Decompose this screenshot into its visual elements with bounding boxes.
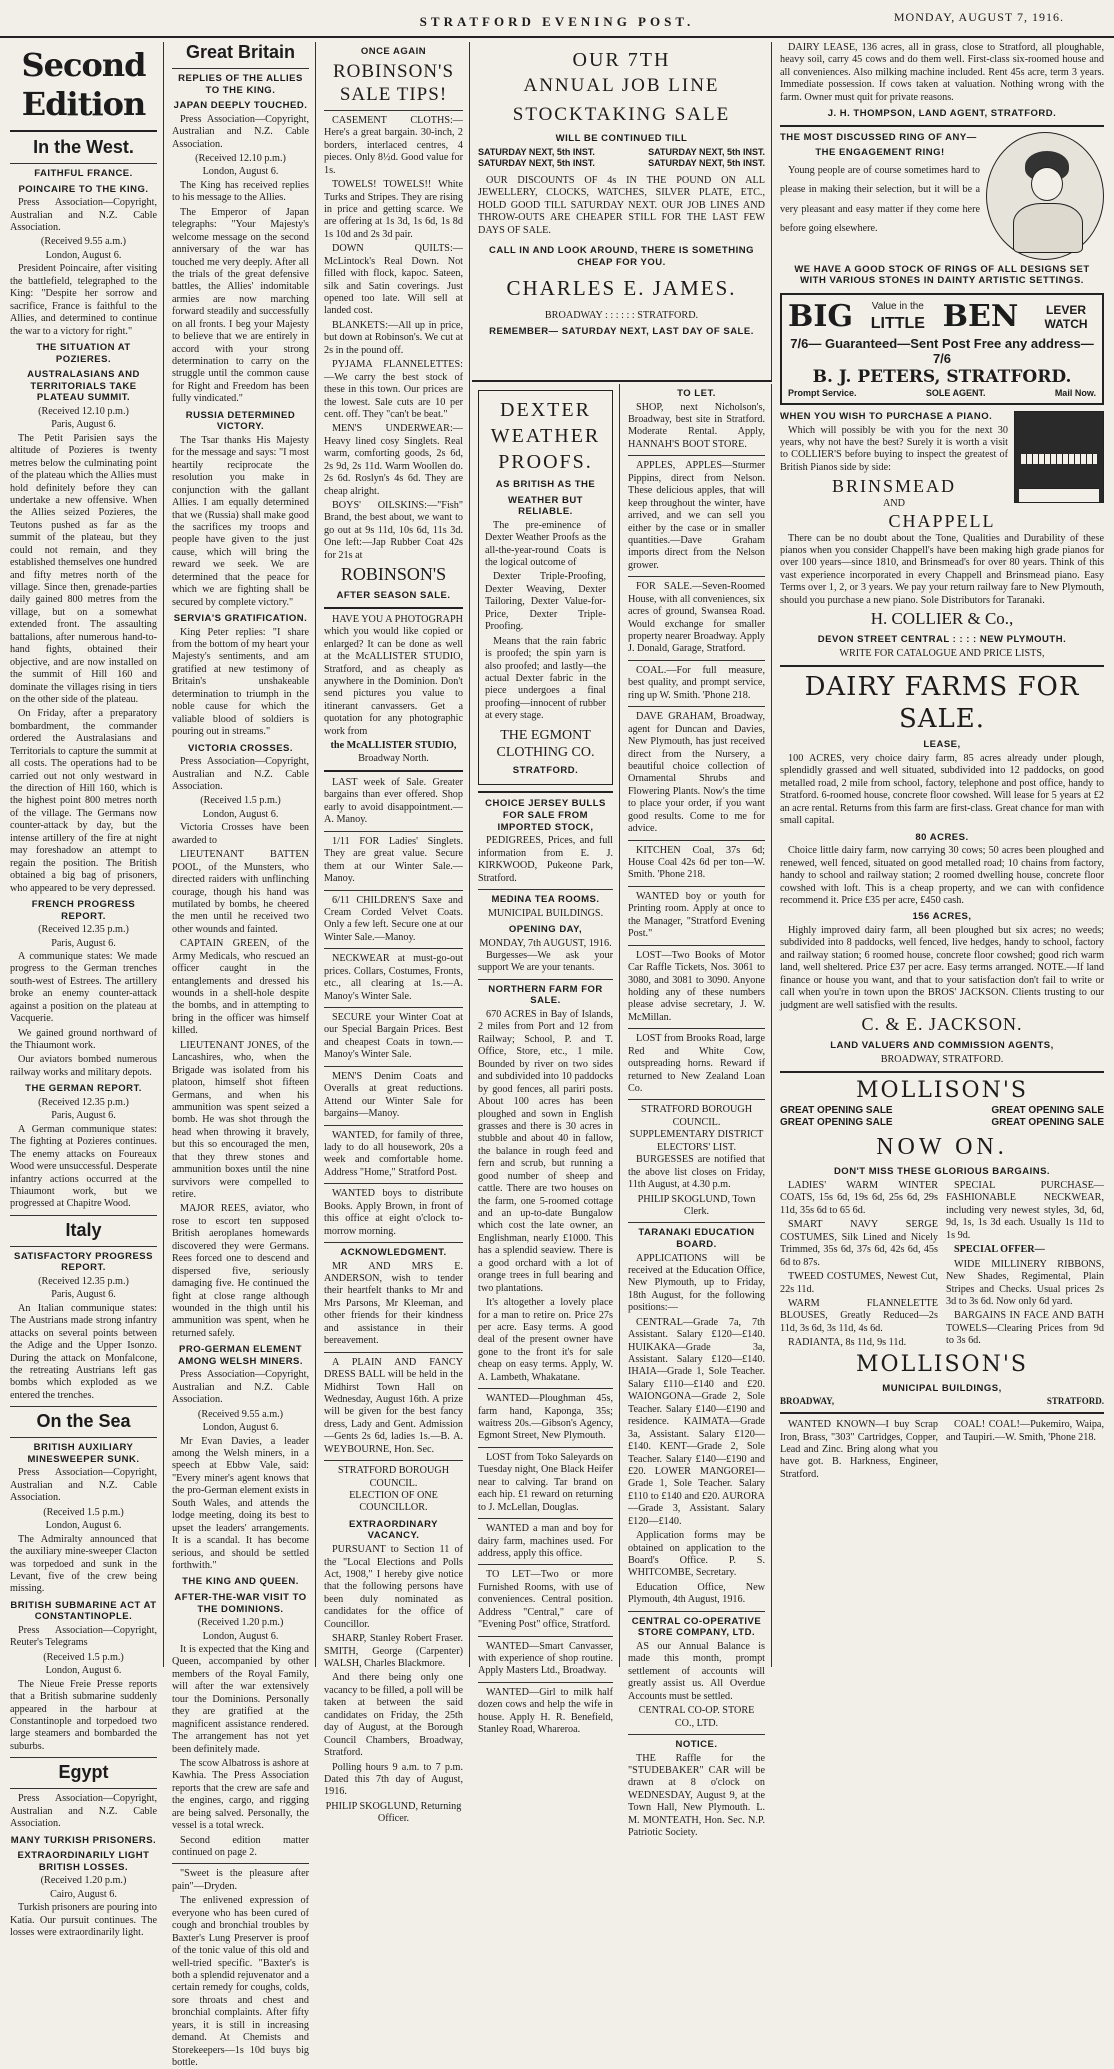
- advertiser-name: H. COLLIER & Co.,: [870, 609, 1014, 629]
- article-text: A German communique states: The fighting at Pozieres continues. The enemy attacks on Foureaux Wood were unsuccessful. Desperate infantry actions occurred at the Thiaumont work, but we progressed at Chapitre Wood.: [10, 1123, 157, 1210]
- dateline: Paris, August 6.: [51, 419, 116, 431]
- column-display-ads: [774, 42, 1110, 1667]
- article-heading: FAITHFUL FRANCE.: [34, 168, 133, 180]
- dateline: London, August 6.: [202, 808, 279, 820]
- ad-text: WANTED boys to distribute Books. Apply Brown, in front of this office at eight o'clock to-morrow morning.: [324, 1188, 463, 1237]
- ad-text: MEN'S UNDERWEAR:—Heavy lined cosy Singlets. Real warm, comforting goods, 2s 6d, 2s 9d, 2s 11d. Warm Woollen do. 2s 6d. Roslyn's 4s 6d. They are cheap alright.: [324, 423, 463, 497]
- section-heading-egypt: Egypt: [58, 1762, 109, 1783]
- ad-signature: PHILIP SKOGLUND, Town Clerk.: [637, 1193, 756, 1217]
- ad-text: CASEMENT CLOTHS:—Here's a great bargain. 30-inch, 2 borders, interlaced centres, 4 pieces. Only 8½d. Good value for 1s.: [324, 114, 463, 176]
- ad-text: DAVE GRAHAM, Broadway, agent for Duncan and Davies, New Plymouth, has just received direct from the Nursery, a beautiful choice collection of Ornamental Shrubs and Flowering Plants. Now's the time to place your order, if you want good results. Come to me for advice.: [628, 711, 765, 835]
- article-subheading: JAPAN DEEPLY TOUCHED.: [173, 100, 308, 112]
- article-heading: SERVIA'S GRATIFICATION.: [173, 613, 308, 625]
- article-heading: SATISFACTORY PROGRESS REPORT.: [14, 1250, 153, 1274]
- notice-subheading: ELECTION OF ONE COUNCILLOR.: [349, 1490, 438, 1514]
- ad-text: Dexter Triple-Proofing, Dexter Weaving, Dexter Tailoring, Dexter Value-for-Price, Dexter Triple-Proofing.: [485, 571, 606, 633]
- ad-text: APPLICATIONS will be received at the Education Office, New Plymouth, up to Friday, 18th August, for the following positions:—: [628, 1252, 765, 1314]
- ad-text: MEN'S Denim Coats and Overalls at great reductions. Attend our Winter Sale for bargains—Manoy.: [324, 1070, 463, 1120]
- ad-text: MR AND MRS E. ANDERSON, wish to tender their heartfelt thanks to Mr and Mrs Parsons, Mr Kleeman, and other friends for their kindness and assistance in their bereavement.: [324, 1260, 463, 1347]
- advertiser-address: DEVON STREET CENTRAL : : : : NEW PLYMOUTH.: [817, 633, 1067, 645]
- ad-text: Highly improved dairy farm, all been ploughed but six acres; no weeds; subdivided into 8 paddocks, well fenced, live hedges, handy to school, factory and railway station; 6 roomed house, concrete floor cowshed; good rich warm land, well sheltered. Price £37 per acre. Easy terms arranged. NOTE.—If land finance or house you want, and that to your satisfaction don't fail to write or call when you're in town upon the BROS' JACKSON. Clients trusting to our judgment are well satisfied with the results.: [780, 924, 1104, 1011]
- now-on-heading: NOW ON.: [876, 1134, 1008, 1161]
- article-subheading: AFTER-THE-WAR VISIT TO THE DOMINIONS.: [174, 1591, 307, 1615]
- ad-text: Application forms may be obtained on application to the Board's Office. P. S. WHITCOMBE, Secretary.: [628, 1530, 765, 1579]
- ad-text: BURGESSES are notified that the above list closes on Friday, 11th August, at 4.30 p.m.: [628, 1154, 765, 1191]
- dairy-farms-heading: DAIRY FARMS FOR SALE.: [804, 671, 1080, 734]
- big-ben-price: 7/6— Guaranteed—Sent Post Free any address—7/6: [790, 335, 1094, 367]
- ad-text: LOST from Toko Saleyards on Tuesday night, One Black Heifer near to calving. Tar brand on each hip. £1 reward on returning to J. McLellan, Douglas.: [478, 1451, 613, 1513]
- big-ben-value-label: Value in the: [871, 301, 924, 313]
- ad-text: PEDIGREES, Prices, and full information from E. J. KIRKWOOD, Pukeone Park, Stratford.: [478, 835, 613, 884]
- dateline: (Received 1.5 p.m.): [200, 795, 281, 807]
- dateline: London, August 6.: [202, 166, 279, 178]
- article-text: Press Association—Copyright, Australian and N.Z. Cable Association.: [10, 1793, 157, 1830]
- ad-text: SECURE your Winter Coat at our Special Bargain Prices. Best and cheapest Coats in town.—Manoy's Winter Sale.: [324, 1012, 463, 1061]
- advertiser-address: BROADWAY : : : : : : STRATFORD.: [544, 309, 699, 321]
- dateline: London, August 6.: [202, 1630, 279, 1642]
- notice-heading: NOTICE.: [675, 1739, 718, 1751]
- big-ben-watch-ad: [780, 293, 1104, 405]
- article-heading: BRITISH SUBMARINE ACT AT CONSTANTINOPLE.: [10, 1599, 157, 1623]
- section-heading-west: In the West.: [33, 137, 134, 158]
- ad-text: BOYS' OILSKINS:—"Fish" Brand, the best about, we want to go out at 9s 11d, 10s 6d, 11s 3d. One left:—Jap Rubber Coat 42s for 21s at: [324, 500, 463, 561]
- sale-date: SATURDAY NEXT, 5th INST.: [648, 157, 765, 168]
- article-heading: MANY TURKISH PRISONERS.: [10, 1834, 157, 1846]
- dexter-heading: DEXTER WEATHER PROOFS.: [490, 399, 601, 473]
- ad-text: PURSUANT to Section 11 of the "Local Elections and Polls Act, 1908," I hereby give notice that the following persons have been duly nominated as candidates for the office of Councillor.: [324, 1544, 463, 1630]
- ad-text: Means that the rain fabric is proofed; the spin yarn is also proofed; and lastly—the actual Dexter fabric in the piece undergoes a final proofing—innocent of rubber at every stage.: [485, 635, 606, 722]
- ad-text: SMART NAVY SERGE COSTUMES, Silk Lined and Nicely Trimmed, 35s 6d, 37s 6d, 42s 6d, 45s 6d to 87s.: [780, 1219, 938, 1268]
- article-text: The King has received replies to his message to the Allies.: [172, 179, 309, 204]
- ad-text: SPECIAL OFFER—: [954, 1244, 1045, 1256]
- dateline: (Received 9.55 a.m.): [40, 236, 127, 248]
- article-text: The Admiralty announced that the auxiliary mine-sweeper Clacton was torpedoed and sunk in the Levant, five of the crew being missing.: [10, 1533, 157, 1595]
- notice-heading: TARANAKI EDUCATION BOARD.: [638, 1227, 755, 1250]
- article-text: The Nieue Freie Presse reports that a British submarine suddenly appeared in the harbour at Constantinople and torpedoed two large steamers and bombarded the suburbs.: [10, 1678, 157, 1752]
- dateline: (Received 12.35 p.m.): [38, 1096, 129, 1108]
- brand-name: CHAPPELL: [888, 510, 996, 531]
- ad-text: LOST from Brooks Road, large Red and White Cow, outspreading horns. Reward if returned to New Zealand Loan Co.: [628, 1033, 765, 1095]
- advertiser-address: MUNICIPAL BUILDINGS,: [882, 1382, 1002, 1394]
- ad-text: LOST—Two Books of Motor Car Raffle Tickets, Nos. 3061 to 3080, and 3081 to 3090. Anyone holding any of these numbers please advise secretary, J. W. McMillan.: [628, 949, 765, 1023]
- article-heading: VICTORIA CROSSES.: [187, 742, 294, 754]
- ad-heading: TO LET.: [677, 388, 716, 399]
- ad-text: BLANKETS:—All up in price, but down at Robinson's. We cut at 2s in the pound off.: [324, 319, 463, 356]
- piano-illustration: [1014, 411, 1104, 503]
- advertiser-name: J. H. THOMPSON, LAND AGENT, STRATFORD.: [827, 108, 1057, 120]
- article-text: Press Association—Copyright, Australian and N.Z. Cable Association.: [172, 1369, 309, 1406]
- ad-text: BARGAINS IN FACE AND BATH TOWELS—Clearing Prices from 9d to 3s 6d.: [946, 1310, 1104, 1347]
- brand-name: BRINSMEAD: [831, 476, 956, 497]
- ad-text: WANTED—Girl to milk half dozen cows and help the wife in house. Apply H. R. Benefield, Stanley Road, Whareroa.: [478, 1686, 613, 1736]
- ad-text: WANTED—Smart Canvasser, with experience of shop routine. Apply Masters Ltd., Broadway.: [478, 1640, 613, 1677]
- masthead: [0, 0, 1114, 38]
- advertiser-name: B. J. PETERS, STRATFORD.: [812, 367, 1072, 388]
- sale-dates: [478, 147, 765, 158]
- mollison-heading: MOLLISON'S: [856, 1078, 1028, 1103]
- ad-text: HAVE YOU A PHOTOGRAPH which you would like copied or enlarged? It can be done as well at the McALLISTER STUDIO, Stratford, and as cheaply as anywhere in the Dominion. Don't send pictures you value to itinerant canvassers. Get a quotation for any photographic work from: [324, 613, 463, 737]
- big-ben-big: BIG: [788, 298, 854, 334]
- article-text: Mr Evan Davies, a leader among the Welsh miners, in a speech at Ebbw Vale, said: "Every miner's agent knows that the pro-German element exists in South Wales, and attends the lodge meeting, doing its best to upset the leaders' arrangements. It is a scandal. It has become serious, and should be settled forthwith.": [172, 1435, 309, 1571]
- sale-date: SATURDAY NEXT, 5th INST.: [648, 146, 765, 157]
- opening-sale-label: GREAT OPENING SALE: [780, 1117, 893, 1129]
- article-text: It is expected that the King and Queen, accompanied by other members of the Royal Family, will after the war extensively tour the Dominions. Personally they are gratified at the magnificent assistance rendered. The arrangement has not yet been definitely made.: [172, 1644, 309, 1755]
- article-text: King Peter replies: "I share from the bottom of my heart your Majesty's sentiments, and am gratified at new testimony of Britain's unshakeable determination to triumph in the noble cause for which the valiable blood of soldiers is pouring out in streams.": [172, 626, 309, 738]
- ad-text: RADIANTA, 8s 11d, 9s 11d.: [788, 1337, 907, 1349]
- article-text: CAPTAIN GREEN, of the Army Medicals, who rescued an officer caught in the entanglements and dressed his wounds in a shell-hole despite the bombs, and in attempting to bring in the officer was himself killed.: [172, 938, 309, 1037]
- ad-signature: CENTRAL CO-OP. STORE CO., LTD.: [638, 1705, 755, 1729]
- dateline: London, August 6.: [45, 1520, 122, 1532]
- article-text: MAJOR REES, aviator, who rose to escort ten supposed British aeroplanes homewards discovered they were Germans. Rees forced one to descend and dispersed five, seriously damaging five. He continued the fight at close range although wounded in the thigh until his ammunition was spent, when he returned safely.: [172, 1203, 309, 1339]
- ad-callout: DON'T MISS THESE GLORIOUS BARGAINS.: [833, 1166, 1051, 1178]
- article-text: "Sweet is the pleasure after pain"—Dryden.: [172, 1868, 309, 1892]
- dateline: (Received 12.35 p.m.): [38, 1275, 129, 1287]
- advertiser-name: CHARLES E. JAMES.: [506, 276, 737, 301]
- ad-subheading: OPENING DAY,: [508, 923, 583, 935]
- ad-heading: THE MOST DISCUSSED RING OF ANY—: [780, 131, 977, 143]
- ad-text: SHARP, Stanley Robert Fraser. SMITH, George (Carpenter) WALSH, Charles Blackmore.: [324, 1633, 463, 1669]
- dateline: Cairo, August 6.: [50, 1888, 117, 1900]
- article-heading: REPLIES OF THE ALLIES TO THE KING.: [178, 72, 303, 96]
- column-robinsons-classifieds: [318, 42, 470, 1825]
- article-text: LIEUTENANT BATTEN POOL, of the Munsters, who directed raiders with unflinching courage, though his hand was mutilated by bombs, he cheered the men until he received two other wounds and fainted.: [172, 849, 309, 935]
- column-war-news: [4, 42, 164, 1939]
- dateline: (Received 1.5 p.m.): [43, 1506, 124, 1518]
- opening-sale-label: GREAT OPENING SALE: [991, 1117, 1104, 1129]
- dateline: (Received 1.5 p.m.): [43, 1651, 124, 1663]
- ad-subheading: 156 ACRES,: [912, 911, 972, 923]
- ad-text: COAL! COAL!—Pukemiro, Waipa, and Taupiri.—W. Smith, 'Phone 218.: [946, 1419, 1104, 1443]
- article-text: On Friday, after a preparatory bombardment, the commander ordered the Australasians and Territorials to capture the summit at all costs. The operations had to be carried out not only westward in the direction of Hill 160, which is the highest point 800 metres north of the village. The Germans now counter-attack by day, but the intense artillery of the fire at night may foreshadow an attempt to regain the position. The British obtained a big bag of prisoners, who appeared to be very depressed.: [10, 708, 157, 894]
- ad-text: SPECIAL PURCHASE—FASHIONABLE NECKWEAR, including very newest styles, 3d, 6d, 9d, 1s, 1s 3d each. Usually 1s 11d to 1s 9d.: [946, 1180, 1104, 1241]
- ad-text: WANTED boy or youth for Printing room. Apply at once to the Manager, "Stratford Evening Post.": [628, 890, 765, 940]
- article-heading: THE SITUATION AT POZIERES.: [36, 341, 131, 365]
- ad-text: Choice little dairy farm, now carrying 30 cows; 50 acres been ploughed and renewed, well fenced, situated on good metalled road; 10 chains from factory, handy to school and railway station; 2 roomed dwelling house, concrete floor cowshed with loft. This is a cheap property, and we can with confidence recommend it. Price £35 per acre, £450 cash.: [780, 845, 1104, 906]
- ad-text: Polling hours 9 a.m. to 7 p.m. Dated this 7th day of August, 1916.: [324, 1761, 463, 1798]
- ad-text: Which will possibly be with you for the next 30 years, why not have the best? Surely it is worth a visit to COLLIER'S before buying to inspect the greatest of British Pianos side by side:: [780, 424, 1008, 473]
- ad-text: TOWELS! TOWELS!! White Turks and Stripes. They are rising in price and getting scarce. We are offering at 1s 3d, 1s 6d, 1s 8d 1s 10d and 2s 3d pair.: [324, 179, 463, 240]
- dateline: Paris, August 6.: [51, 1110, 116, 1122]
- ad-text: FOR SALE.—Seven-Roomed House, with all conveniences, six acres of ground, Swansea Road. Would exchange for smaller property nearer Broadway. Apply J. Donald, Garage, Stratford.: [628, 581, 765, 655]
- article-heading: THE KING AND QUEEN.: [182, 1576, 299, 1588]
- ad-text: WARM FLANNELETTE BLOUSES, Greatly Reduced—2s 11d, 3s 6d, 3s 11d, 4s 6d.: [780, 1297, 938, 1334]
- article-text: The enlivened expression of everyone who has been cured of cough and bronchial troubles by Baxter's Lung Preserver is proof of the tonic value of this old and well-tried specific. "Baxter's is both a splendid rejuvenator and a certain remedy for coughs, colds, sore throats and chest and bronchial complaints. After fifty years, it is still in increasing demand. At Chemists and Storekeepers—1s 10d buys big bottle.: [172, 1895, 309, 2069]
- advertiser-title: LAND VALUERS AND COMMISSION AGENTS,: [830, 1039, 1054, 1051]
- ad-text: There can be no doubt about the Tone, Qualities and Durability of these pianos when you consider Chappell's have been making high grade pianos for over 100 years—since 1810, and Brinsmead's for over 80 years. Think of this vast experience incorporated in every Chappell and Brinsmead piano. Easy Terms over 1, 2, or 3 years. We pay your return railway fare to New Plymouth, should you purchase a new piano. Sole Distributors for Taranaki.: [780, 532, 1104, 606]
- big-ben-little: LITTLE: [870, 314, 925, 332]
- article-heading: BRITISH AUXILIARY MINESWEEPER SUNK.: [27, 1442, 140, 1465]
- article-text: Second edition matter continued on page 2.: [172, 1834, 309, 1859]
- ad-kicker: ONCE AGAIN: [360, 46, 427, 57]
- ad-text: Education Office, New Plymouth, 4th August, 1916.: [628, 1581, 765, 1606]
- article-heading: FRENCH PROGRESS REPORT.: [31, 898, 136, 922]
- article-subheading: EXTRAORDINARILY LIGHT BRITISH LOSSES.: [17, 1850, 150, 1873]
- ad-text: WANTED, for family of three, lady to do all housework, 20s a week and comfortable home. Address "Home," Stratford Post.: [324, 1129, 463, 1178]
- ad-subheading: THE ENGAGEMENT RING!: [815, 147, 945, 159]
- ad-text: APPLES, APPLES—Sturmer Pippins, direct from Nelson. These delicious apples, that will keep throughout the winter, have arrived, and we can sell you either by the case or in smaller quantities.—Dave Graham imports direct from the Nelson grower.: [628, 460, 765, 571]
- ad-text: 670 ACRES in Bay of Islands, 2 miles from Port and 12 from Railway; School, P. and T. Office, Store, etc., 1 mile. Bounded by river on two sides and subdivided into 10 paddocks by good fences, all pariri posts. About 100 acres has been ploughed and sown in English grasses and there is 30 acres in stubble and about 40 in fallow, the balance in rough feed and fern and scrub, but running a good number of sheep and cattle. There are two houses on the farm, one 5-roomed cottage and an up-to-date Bungalow which cost the late owner, an Englishman, nearly £1000. This has a splendid seaview. There is a good orchard with a lot of orange trees in full bearing and two plantations.: [478, 1009, 613, 1294]
- ad-callout: REMEMBER— SATURDAY NEXT, LAST DAY OF SALE.: [489, 326, 754, 338]
- mollison-heading: MOLLISON'S: [856, 1351, 1028, 1377]
- article-text: Victoria Crosses have been awarded to: [172, 822, 309, 846]
- ad-subheading: LEASE,: [923, 739, 961, 751]
- ad-text: AS our Annual Balance is made this month, prompt settlement of accounts will greatly assist us. All Overdue Accounts must be settled.: [628, 1640, 765, 1702]
- advertiser-name: C. & E. JACKSON.: [861, 1014, 1023, 1035]
- ad-subheading: 80 ACRES.: [915, 831, 969, 843]
- advertiser-name: THE EGMONT CLOTHING CO.: [496, 727, 595, 760]
- advertiser-address: STRATFORD.: [1046, 1396, 1104, 1407]
- article-text: Press Association—Copyright, Australian and N.Z. Cable Association.: [10, 1467, 157, 1504]
- newspaper-title: STRATFORD EVENING POST.: [419, 14, 695, 29]
- notice-subheading: EXTRAORDINARY VACANCY.: [348, 1518, 438, 1542]
- ad-text: WANTED a man and boy for dairy farm, machines used. For address, apply this office.: [478, 1523, 613, 1559]
- notice-heading: ACKNOWLEDGMENT.: [340, 1247, 447, 1259]
- article-text: An Italian communique states: The Austrians made strong infantry attacks on several points between the Adige and the Upper Isonzo. During the attack on Monfalcone, the retreating Austrians left gas bombs which exploded as we entered the trenches.: [10, 1302, 157, 1401]
- opening-sale-label: GREAT OPENING SALE: [991, 1104, 1104, 1116]
- ad-text: LAST week of Sale. Greater bargains than ever offered. Shop early to avoid disappointment.—A. Manoy.: [324, 777, 463, 826]
- big-ben-agent: SOLE AGENT.: [925, 387, 986, 398]
- big-ben-lever: LEVER WATCH: [1044, 302, 1088, 332]
- article-subheading: AUSTRALASIANS AND TERRITORIALS TAKE PLATEAU SUMMIT.: [27, 369, 140, 404]
- ad-text: A PLAIN AND FANCY DRESS BALL will be held in the Midhirst Town Hall on Wednesday, August 16th. A prize will be given for the best fancy dress, Lady and Gent. Admission—Gents 2s 6d, ladies 1s.—B. A. WEYBOURNE, Hon. Sec.: [324, 1356, 463, 1455]
- dateline: London, August 6.: [45, 1665, 122, 1677]
- ad-callout: WRITE FOR CATALOGUE AND PRICE LISTS,: [839, 647, 1045, 659]
- edition-heading: Second Edition: [21, 46, 146, 124]
- ad-text: TO LET—Two or more Furnished Rooms, with use of conveniences. Central position. Address "Central," care of "Evening Post" office, Stratford.: [478, 1569, 613, 1631]
- ad-heading: NORTHERN FARM FOR SALE.: [488, 983, 603, 1007]
- ad-text: COAL.—For full measure, best quality, and prompt service, ring up W. Smith. 'Phone 218.: [628, 664, 765, 701]
- dateline: (Received 9.55 a.m.): [197, 1408, 284, 1420]
- dateline: (Received 12.10 p.m.): [38, 405, 129, 417]
- ad-subheading: AS BRITISH AS THE: [495, 479, 596, 490]
- article-text: The Emperor of Japan telegraphs: "Your Majesty's welcome message on the second anniversary of the war has touched me very deeply. After all the trials of the great defensive battles, the Allies' indomitable armies are now marching forward steadily and successfully on all fronts. I beg your Majesty to believe that we are entirely in accord with your strong determination to carry on the struggle until the common cause for Right and Freedom has been fully vindicated.": [172, 206, 309, 405]
- dateline: London, August 6.: [45, 249, 122, 261]
- dateline: Paris, August 6.: [51, 937, 116, 949]
- article-subheading: POINCAIRE TO THE KING.: [18, 183, 149, 195]
- dateline: (Received 12.35 p.m.): [38, 924, 129, 936]
- sale-date: SATURDAY NEXT, 5th INST.: [478, 146, 595, 157]
- ad-heading: MEDINA TEA ROOMS.: [491, 893, 600, 905]
- ad-text: PYJAMA FLANNELETTES:—We carry the best stock of these in this town. Our prices are the lowest. Sale cuts are 10 per cent. off. They "can't be beat.": [324, 359, 463, 420]
- ad-text: WANTED—Ploughman 45s, farm hand, Kaponga, 35s; waitress 20s.—Gibson's Agency, Egmont Street, New Plymouth.: [478, 1393, 613, 1442]
- section-heading-sea: On the Sea: [36, 1411, 131, 1432]
- engagement-ring-illustration: [986, 132, 1104, 260]
- ad-text: Young people are of course sometimes hard to please in making their selection, but it will be a very pleasant and easy matter if they come here before going elsewhere.: [780, 164, 980, 235]
- advertiser-address: BROADWAY,: [780, 1396, 835, 1407]
- ad-signature: the McALLISTER STUDIO,: [330, 740, 457, 752]
- dateline: Paris, August 6.: [51, 1289, 116, 1301]
- article-heading: PRO-GERMAN ELEMENT AMONG WELSH MINERS.: [177, 1344, 304, 1367]
- article-text: Press Association—Copyright, Australian and N.Z. Cable Association.: [10, 197, 157, 234]
- ad-text: THE Raffle for the "STUDEBAKER" CAR will be drawn at 8 o'clock on WEDNESDAY, August 9, at the Town Hall, New Plymouth. L. M. MONTEATH, Hon. Sec. N.P. Patriotic Society.: [628, 1752, 765, 1839]
- column-dexter-classifieds: [472, 384, 620, 1736]
- ad-date: MONDAY, 7th AUGUST, 1916.: [479, 937, 612, 949]
- ad-callout: CALL IN AND LOOK AROUND, THERE IS SOMETHING CHEAP FOR YOU.: [489, 245, 754, 268]
- column-james-ad: [472, 42, 772, 382]
- dexter-ad: [478, 390, 613, 785]
- dateline: London, August 6.: [202, 1422, 279, 1434]
- dateline: (Received 12.10 p.m.): [195, 153, 286, 164]
- big-ben-mail: Mail Now.: [1054, 387, 1096, 398]
- ad-heading: CHOICE JERSEY BULLS FOR SALE FROM IMPORTED STOCK,: [485, 798, 606, 833]
- article-text: We gained ground northward of the Thiaumont work.: [10, 1027, 157, 1052]
- ad-text: DAIRY LEASE, 136 acres, all in grass, close to Stratford, all ploughable, heavy soil, carry 45 cows and do them well. First-class six-roomed house and all conveniences. Also milking machine included. Rent 45s acre, term 3 years. Immediate possession. If cows taken at valuation. Nothing wrong with the farm. Owner must quit for private reasons.: [780, 42, 1104, 103]
- ad-text: 100 ACRES, very choice dairy farm, 85 acres already under plough, splendidly grassed and well situated, subdivided into 12 paddocks, on good metalled road, 2 mile from school, factory, telephone and post office, handy to Stratford. 6-roomed house, concrete floor cowshed. Will lease for 5 years at £2 an acre rental. Returns from this farm are first-class. Great chance for man with small capital.: [780, 753, 1104, 827]
- ad-text: 1/11 FOR Ladies' Singlets. They are great value. Secure them at our Winter Sale.—Manoy.: [324, 835, 463, 885]
- article-text: Press Association—Copyright, Australian and N.Z. Cable Association.: [172, 113, 309, 150]
- ad-text: KITCHEN Coal, 37s 6d; House Coal 42s 6d per ton—W. Smith. 'Phone 218.: [628, 844, 765, 881]
- opening-sale-label: GREAT OPENING SALE: [780, 1104, 893, 1116]
- article-text: Press Association—Copyright, Reuter's Telegrams: [10, 1624, 157, 1649]
- advertiser-address: BROADWAY, STRATFORD.: [880, 1053, 1004, 1065]
- ad-text: TWEED COSTUMES, Newest Cut, 22s 11d.: [780, 1271, 938, 1295]
- notice-heading: CENTRAL CO-OPERATIVE STORE COMPANY, LTD.: [631, 1615, 762, 1639]
- section-heading-great-britain: Great Britain: [185, 42, 296, 62]
- article-text: The Petit Parisien says the altitude of Pozieres is twenty metres below the culminating point of the plateau which the Allies must hold definitely before they can undertake a new offensive. When the Allies seized Pozieres, the Teutons pushed as far as the summit of the plateau, but they could not remain, and they established themselves one hundred and fifty metres north of the village. Since then, grenade-parties daily gained 800 metres from the village, but on a somewhat extended front. The assaulting battalions, after numerous hand-to-hand fights, obtained their objective, and are now installed on the summit of Hill 160 and dominate the villages rising in tiers on the other side of the plateau.: [10, 432, 157, 705]
- advertiser-address: STRATFORD.: [512, 764, 579, 776]
- sale-heading: ANNUAL JOB LINE STOCKTAKING SALE: [512, 75, 731, 125]
- ad-text: It's altogether a lovely place for a man to retire on. Price 27s per acre. Easy terms. A good deal of the present owner have gone to the front it's for sale cheap on easy terms. Apply, W. A. Lambeth, Whakatane.: [478, 1297, 613, 1383]
- article-text: Turkish prisoners are pouring into Katia. Our pursuit continues. The losses were extraordinarily light.: [10, 1902, 157, 1939]
- article-heading: THE GERMAN REPORT.: [25, 1083, 142, 1095]
- ad-address: Broadway North.: [358, 752, 429, 764]
- dateline: (Received 1.20 p.m.): [40, 1875, 127, 1887]
- ad-text: SHOP, next Nicholson's, Broadway, best site in Stratford. Moderate Rental. Apply, HANNAH'S BOOT STORE.: [628, 401, 765, 450]
- ad-heading: WHEN YOU WISH TO PURCHASE A PIANO.: [780, 410, 993, 422]
- article-text: LIEUTENANT JONES, of the Lancashires, who, when the Brigade was isolated from his platoon, himself shot fifteen Germans, and when his ammunition was spent seized a bomb. He was shot through the head when throwing it bravely, but this so encouraged the men, that they threw stones and ammunition boxes until the nine survivors were compelled to retire.: [172, 1039, 309, 1200]
- section-heading-italy: Italy: [65, 1219, 102, 1240]
- article-text: Our aviators bombed numerous railway works and military depots.: [10, 1054, 157, 1078]
- ad-text: 6/11 CHILDREN'S Saxe and Cream Corded Velvet Coats. Only a few left. Secure one at our Winter Sale.—Manoy.: [324, 894, 463, 943]
- article-heading: RUSSIA DETERMINED VICTORY.: [185, 409, 296, 433]
- ad-callout: WE HAVE A GOOD STOCK OF RINGS OF ALL DESIGNS SET WITH VARIOUS STONES IN DAINTY ARTISTIC SETTINGS.: [794, 263, 1090, 287]
- notice-heading: STRATFORD BOROUGH COUNCIL.: [640, 1104, 753, 1128]
- ad-subheading: AFTER SEASON SALE.: [336, 590, 451, 602]
- ad-text: NECKWEAR at must-go-out prices. Collars, Costumes, Fronts, etc., all clearing at 1s.—A. Manoy's Winter Sale.: [324, 953, 463, 1002]
- dateline: (Received 1.20 p.m.): [197, 1617, 284, 1629]
- article-text: Press Association—Copyright, Australian and N.Z. Cable Association.: [172, 756, 309, 792]
- sale-date: SATURDAY NEXT, 5th INST.: [478, 157, 595, 168]
- ad-text: WANTED KNOWN—I buy Scrap Iron, Brass, "303" Cartridges, Copper, Lead and Zinc. Bring along what you have got. B. Harkness, Engineer, Stratford.: [780, 1419, 938, 1480]
- robinsons-heading: ROBINSON'S: [340, 564, 447, 585]
- sale-dates: [478, 158, 765, 169]
- column-great-britain: [166, 42, 316, 2069]
- ad-text: LADIES' WARM WINTER COATS, 15s 6d, 19s 6d, 25s 6d, 29s 11d, 35s 6d to 65 6d.: [780, 1180, 938, 1216]
- notice-heading: STRATFORD BOROUGH COUNCIL.: [337, 1465, 450, 1489]
- ad-text: WIDE MILLINERY RIBBONS, New Shades, Regimental, Plain Stripes and Checks. Usual prices 2s 3d to 3s 6d. Now only 6d yard.: [946, 1258, 1104, 1307]
- column-notices: [622, 384, 772, 1839]
- ad-text: CENTRAL—Grade 7a, 7th Assistant. Salary £120—£140. HUIKAKA—Grade 3a, Assistant. Salary £120—£140. IHAIA—Grade 1, Sole Teacher. Salary £110—£140 and £20. WAIONGONA—Grade 2, Sole Teacher. Salary £140—£190 and residence. KAIMATA—Grade 3a, Assistant. Salary £120—£140. KENT—Grade 2, Sole Teacher. Salary £140—£190 and £20. LOWER MANGOREI—Grade 1, Sole Teacher. Salary £110 to £140 and £20. AURORA—Grade 3, Assistant. Salary £120—£140.: [628, 1316, 765, 1527]
- sale-heading-our: OUR 7TH: [572, 49, 671, 71]
- robinsons-heading: ROBINSON'S SALE TIPS!: [332, 60, 455, 105]
- article-text: President Poincaire, after visiting the battlefield, telegraphed to the King: "Despite her sorrow and sacrifice, France is faithful to the Allies, and determined to continue the war to a victory for right.": [10, 263, 157, 337]
- issue-date: MONDAY, AUGUST 7, 1916.: [893, 10, 1064, 24]
- ad-subheading: WEATHER BUT RELIABLE.: [508, 494, 583, 518]
- article-text: The Tsar thanks His Majesty for the message and says: "I most heartily reciprocate the resolution you make in conjunction with the gallant Allies. I am equally determined that we (Russia) shall make good the sacrifices my troops and people have given to the just cause, which will bring the reward we seek. We are determined that the peace for which we are fighting shall be secured by complete victory.": [172, 434, 309, 608]
- big-ben-prompt: Prompt Service.: [788, 387, 857, 398]
- sale-subheading: WILL BE CONTINUED TILL: [555, 133, 688, 145]
- brand-and: AND: [882, 498, 906, 510]
- notice-subheading: SUPPLEMENTARY DISTRICT ELECTORS' LIST.: [629, 1129, 764, 1153]
- big-ben-ben: BEN: [942, 298, 1019, 334]
- article-text: The scow Albatross is ashore at Kawhia. The Press Association reports that the crew are safe and the engines, cargo, and rigging are being salved. Personally, the vessel is a total wreck.: [172, 1757, 309, 1832]
- ad-text: Burgesses—We ask your support We are your tenants.: [478, 949, 613, 974]
- ad-signature: PHILIP SKOGLUND, Returning Officer.: [325, 1800, 462, 1825]
- ad-text: And there being only one vacancy to be filled, a poll will be taken at between the said candidates on Friday, the 25th day of August, at the Borough Council Chambers, Broadway, Stratford.: [324, 1672, 463, 1759]
- article-text: A communique states: We made progress to the German trenches south-west of Estrees. The artillery broke an enemy counter-attack against a position on the plateau at Vacquerie.: [10, 950, 157, 1025]
- ad-text: The pre-eminence of Dexter Weather Proofs as the all-the-year-round Coats is the logical outcome of: [485, 519, 606, 569]
- ad-text: OUR DISCOUNTS OF 4s IN THE POUND ON ALL JEWELLERY, CLOCKS, WATCHES, SILVER PLATE, ETC., HOLD GOOD TILL SATURDAY NEXT. OUR JOB LINES AND THROW-OUTS ARE CHEAPER STILL FOR THE LAST FEW DAYS OF SALE.: [478, 174, 765, 236]
- ad-text: DOWN QUILTS:—McLintock's Real Down. Not filled with flock, kapoc. Sateen, silk and Satin coverings. Just opened too late. Will sell at landed cost.: [324, 243, 463, 317]
- ad-subheading: MUNICIPAL BUILDINGS.: [487, 907, 604, 919]
